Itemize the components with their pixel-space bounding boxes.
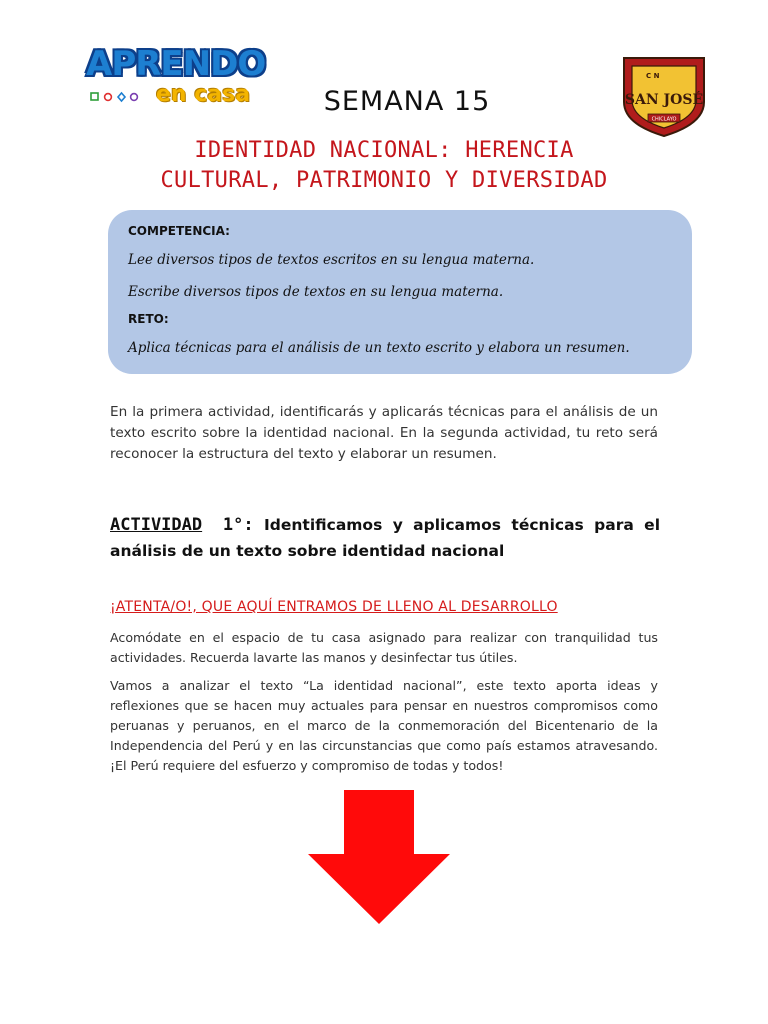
logo-word: APRENDO [86, 44, 266, 84]
competencia-line-2: Escribe diversos tipos de textos en su lengua materna. [128, 284, 504, 300]
crest-ribbon: CHICLAYO [651, 116, 677, 123]
activity-label: ACTIVIDAD [110, 515, 203, 535]
arrow-down-icon [308, 790, 450, 924]
week-heading [0, 86, 768, 117]
crest-top-letters: C N [646, 72, 660, 80]
reto-text: Aplica técnicas para el análisis de un texto escrito y elabora un resumen. [128, 340, 630, 356]
alert-heading: ¡ATENTA/O!, QUE AQUÍ ENTRAMOS DE LLENO AL DESARROLLO [110, 599, 558, 615]
week-text: SEMANA 15 [323, 86, 491, 117]
activity-text: Identificamos y aplicamos técnicas para el análisis de un texto sobre identidad nacional [110, 516, 661, 560]
paragraph-1: Acomódate en el espacio de tu casa asignado para realizar con tranquilidad tus actividades. Recuerda lavarte las manos y desinfectar tus útiles. [110, 630, 658, 665]
crest-text: SAN JOSÉ [624, 92, 704, 108]
logo-sub: en casa [156, 82, 251, 107]
paragraph-2: Vamos a analizar el texto “La identidad nacional”, este texto aporta ideas y reflexiones que se hacen muy actuales para pensar en nuestros compromisos como peruanas y peruanos, en el marco de la conmemoración del Bicentenario de la Independencia del Perú y en las circunstancias que como país estamos atravesando. ¡El Perú requiere del esfuerzo y compromiso de todas y todos! [110, 678, 658, 773]
intro-paragraph: En la primera actividad, identificarás y aplicarás técnicas para el análisis de un texto escrito sobre la identidad nacional. En la segunda actividad, tu reto será reconocer la estructura del texto y elaborar un resumen. [110, 404, 658, 462]
competencia-label: COMPETENCIA: [128, 224, 230, 238]
title-line-1: IDENTIDAD NACIONAL: HERENCIA [194, 138, 574, 163]
activity-number: 1°: [222, 515, 254, 535]
competencia-box [108, 210, 692, 374]
page-title [110, 136, 658, 196]
activity-heading [110, 512, 660, 564]
title-line-2: CULTURAL, PATRIMONIO Y DIVERSIDAD [160, 168, 608, 193]
competencia-line-1: Lee diversos tipos de textos escritos en su lengua materna. [128, 252, 535, 268]
reto-label: RETO: [128, 312, 169, 326]
